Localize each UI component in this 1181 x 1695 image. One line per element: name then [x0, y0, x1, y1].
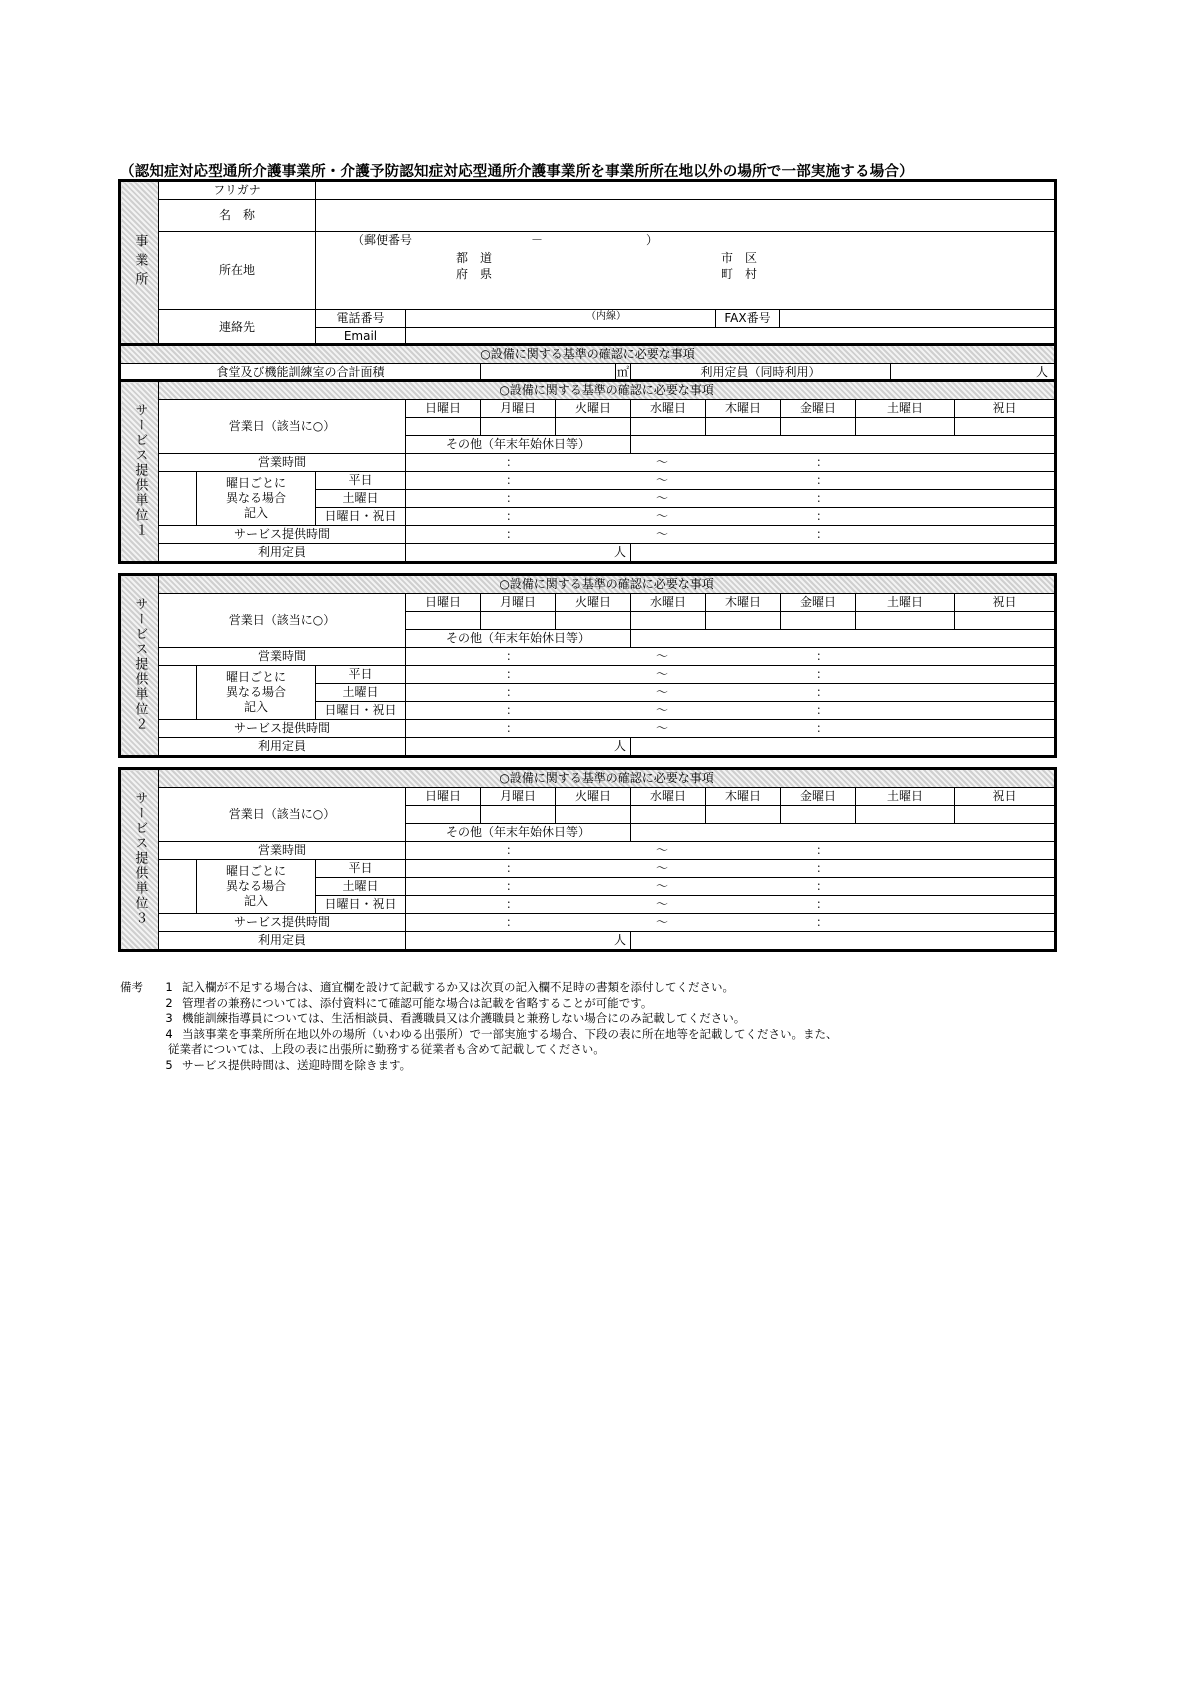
sunday-holiday-label: 日曜日・祝日: [316, 508, 406, 526]
day-wed-check[interactable]: [631, 612, 706, 630]
time-colon-right: ：: [816, 455, 829, 469]
day-tue-check[interactable]: [556, 612, 631, 630]
weekday-hours-field[interactable]: [406, 666, 1055, 684]
day-thu: 木曜日: [706, 788, 781, 806]
unit-header: ○設備に関する基準の確認に必要な事項: [159, 576, 1055, 594]
other-days-label: その他（年末年始休日等）: [406, 436, 631, 454]
facility-capacity-unit: 人: [891, 364, 1055, 382]
notes-label-spacer: [120, 996, 156, 1012]
address-label: 所在地: [159, 232, 316, 310]
day-holiday-check[interactable]: [955, 612, 1055, 630]
prefecture-label-2: 府 県: [456, 267, 493, 281]
postal-label: （郵便番号: [352, 233, 413, 247]
per-day-label-line: 異なる場合: [225, 491, 286, 505]
per-day-spacer: [159, 860, 197, 914]
unit-capacity-blank: [631, 544, 1055, 562]
sunday-holiday-label: 日曜日・祝日: [316, 896, 406, 914]
time-colon-left: ：: [506, 879, 519, 893]
time-colon-right: ：: [816, 667, 829, 681]
time-tilde: ～: [656, 527, 669, 541]
day-fri: 金曜日: [781, 788, 856, 806]
time-colon-right: ：: [816, 509, 829, 523]
unit-capacity-blank: [631, 738, 1055, 756]
business-hours-label: 営業時間: [159, 648, 406, 666]
furigana-label: フリガナ: [159, 182, 316, 200]
note-item: [120, 980, 1060, 996]
area-unit: ㎡: [616, 364, 631, 382]
fax-label: FAX番号: [716, 310, 780, 328]
area-label: 食堂及び機能訓練室の合計面積: [121, 364, 481, 382]
time-colon-right: ：: [816, 649, 829, 663]
day-fri-check[interactable]: [781, 806, 856, 824]
note-number: 3: [165, 1011, 173, 1026]
time-tilde: ～: [656, 879, 669, 893]
address-field[interactable]: [316, 232, 1055, 310]
weekday-label: 平日: [316, 666, 406, 684]
city-label-1: 市 区: [721, 251, 758, 265]
service-hours-label: サービス提供時間: [159, 914, 406, 932]
per-day-label: [197, 666, 316, 720]
office-section-label: 事業所: [121, 182, 159, 346]
time-tilde: ～: [656, 843, 669, 857]
time-colon-right: ：: [816, 491, 829, 505]
time-colon-right: ：: [816, 721, 829, 735]
note-text: 従業者については、上段の表に出張所に勤務する従業者も含めて記載してください。: [168, 1042, 605, 1057]
time-tilde: ～: [656, 455, 669, 469]
saturday-label: 土曜日: [316, 490, 406, 508]
saturday-hours-field[interactable]: [406, 878, 1055, 896]
service-hours-label: サービス提供時間: [159, 526, 406, 544]
day-mon: 月曜日: [481, 400, 556, 418]
time-colon-right: ：: [816, 879, 829, 893]
day-tue-check[interactable]: [556, 806, 631, 824]
note-item: [120, 1042, 1060, 1058]
notes-label-spacer: [120, 1042, 156, 1058]
day-sat: 土曜日: [856, 594, 955, 612]
unit-capacity-field[interactable]: 人: [406, 932, 631, 950]
time-tilde: ～: [656, 509, 669, 523]
time-colon-right: ：: [816, 527, 829, 541]
office-table: [120, 181, 1055, 346]
name-field[interactable]: [316, 200, 1055, 232]
time-colon-right: ：: [816, 473, 829, 487]
time-tilde: ～: [656, 703, 669, 717]
time-colon-left: ：: [506, 491, 519, 505]
business-days-label: 営業日（該当に○）: [159, 788, 406, 842]
facility-header: ○設備に関する基準の確認に必要な事項: [121, 346, 1055, 364]
facility-table: [120, 345, 1055, 382]
time-colon-left: ：: [506, 703, 519, 717]
day-holiday-check[interactable]: [955, 806, 1055, 824]
time-tilde: ～: [656, 649, 669, 663]
day-tue: 火曜日: [556, 400, 631, 418]
contact-label: 連絡先: [159, 310, 316, 346]
day-thu: 木曜日: [706, 400, 781, 418]
day-wed: 水曜日: [631, 788, 706, 806]
note-text: サービス提供時間は、送迎時間を除きます。: [182, 1057, 412, 1072]
facility-capacity-label: 利用定員（同時利用）: [631, 364, 891, 382]
day-sat-check[interactable]: [856, 806, 955, 824]
time-colon-right: ：: [816, 843, 829, 857]
day-thu-check[interactable]: [706, 806, 781, 824]
sunday-holiday-label: 日曜日・祝日: [316, 702, 406, 720]
day-sun: 日曜日: [406, 594, 481, 612]
postal-dash: －: [531, 233, 544, 247]
saturday-label: 土曜日: [316, 878, 406, 896]
time-tilde: ～: [656, 667, 669, 681]
per-day-label-line: 記入: [243, 506, 268, 520]
day-sat: 土曜日: [856, 400, 955, 418]
time-tilde: ～: [656, 915, 669, 929]
day-mon-check[interactable]: [481, 806, 556, 824]
service-hours-field[interactable]: [406, 914, 1055, 932]
business-hours-field[interactable]: [406, 454, 1055, 472]
note-item: [120, 1058, 1060, 1074]
day-thu-check[interactable]: [706, 418, 781, 436]
weekday-hours-field[interactable]: [406, 860, 1055, 878]
city-label-2: 町 村: [721, 267, 758, 281]
other-days-label: その他（年末年始休日等）: [406, 630, 631, 648]
fax-field[interactable]: [780, 310, 1055, 328]
day-sun: 日曜日: [406, 400, 481, 418]
per-day-spacer: [159, 472, 197, 526]
form-title: （認知症対応型通所介護事業所・介護予防認知症対応型通所介護事業所を事業所所在地以外の場所で一部実施する場合）: [120, 164, 914, 180]
note-number: 5: [165, 1057, 173, 1072]
day-wed-check[interactable]: [631, 418, 706, 436]
business-hours-label: 営業時間: [159, 454, 406, 472]
service-unit-table-1: [120, 381, 1055, 562]
sunday-holiday-hours-field[interactable]: [406, 896, 1055, 914]
service-hours-field[interactable]: [406, 720, 1055, 738]
time-tilde: ～: [656, 473, 669, 487]
day-wed: 水曜日: [631, 594, 706, 612]
time-colon-left: ：: [506, 843, 519, 857]
business-days-label: 営業日（該当に○）: [159, 400, 406, 454]
service-unit-table-3: [120, 769, 1055, 950]
day-sun-check[interactable]: [406, 418, 481, 436]
day-sun-check[interactable]: [406, 806, 481, 824]
notes-label-spacer: [120, 1058, 156, 1074]
day-sat-check[interactable]: [856, 418, 955, 436]
saturday-label: 土曜日: [316, 684, 406, 702]
day-fri-check[interactable]: [781, 612, 856, 630]
note-number: 2: [165, 995, 173, 1010]
day-fri-check[interactable]: [781, 418, 856, 436]
unit-capacity-label: 利用定員: [159, 932, 406, 950]
time-colon-left: ：: [506, 509, 519, 523]
day-fri: 金曜日: [781, 400, 856, 418]
extension-label: （内線）: [586, 311, 626, 322]
day-mon: 月曜日: [481, 594, 556, 612]
unit-capacity-label: 利用定員: [159, 738, 406, 756]
unit-label-cell: [121, 770, 159, 950]
business-hours-field[interactable]: [406, 648, 1055, 666]
other-days-label: その他（年末年始休日等）: [406, 824, 631, 842]
time-colon-left: ：: [506, 455, 519, 469]
day-holiday: 祝日: [955, 594, 1055, 612]
unit-header: ○設備に関する基準の確認に必要な事項: [159, 382, 1055, 400]
saturday-hours-field[interactable]: [406, 490, 1055, 508]
time-colon-left: ：: [506, 915, 519, 929]
time-colon-left: ：: [506, 473, 519, 487]
unit-label-cell: [121, 576, 159, 756]
sunday-holiday-hours-field[interactable]: [406, 702, 1055, 720]
per-day-label-line: 異なる場合: [225, 879, 286, 893]
day-sat: 土曜日: [856, 788, 955, 806]
unit-label: サービス提供単位３: [132, 790, 148, 926]
time-tilde: ～: [656, 897, 669, 911]
service-unit-table-2: [120, 575, 1055, 756]
business-hours-label: 営業時間: [159, 842, 406, 860]
other-days-field[interactable]: [631, 824, 1055, 842]
note-text: 当該事業を事業所所在地以外の場所（いわゆる出張所）で一部実施する場合、下段の表に所在地等を記載してください。また、: [182, 1026, 838, 1041]
unit-label: サービス提供単位１: [132, 402, 148, 538]
phone-field[interactable]: [406, 310, 716, 328]
time-tilde: ～: [656, 491, 669, 505]
note-item: [120, 996, 1060, 1012]
time-tilde: ～: [656, 685, 669, 699]
per-day-label-line: 曜日ごとに: [225, 864, 286, 878]
time-colon-left: ：: [506, 527, 519, 541]
business-days-label: 営業日（該当に○）: [159, 594, 406, 648]
unit-capacity-field[interactable]: 人: [406, 738, 631, 756]
day-holiday: 祝日: [955, 788, 1055, 806]
other-days-field[interactable]: [631, 630, 1055, 648]
name-label: 名 称: [159, 200, 316, 232]
service-hours-field[interactable]: [406, 526, 1055, 544]
time-colon-right: ：: [816, 915, 829, 929]
postal-close: ）: [646, 233, 659, 247]
note-item: [120, 1011, 1060, 1027]
per-day-label: [197, 860, 316, 914]
note-number: 1: [165, 980, 173, 994]
notes: [120, 980, 1060, 1074]
day-thu-check[interactable]: [706, 612, 781, 630]
note-text: 記入欄が不足する場合は、適宜欄を設けて記載するか又は次頁の記入欄不足時の書類を添付してください。: [182, 980, 734, 994]
note-text: 管理者の兼務については、添付資料にて確認可能な場合は記載を省略することが可能です。: [182, 995, 653, 1010]
email-field[interactable]: [406, 328, 1055, 346]
per-day-label-line: 曜日ごとに: [225, 476, 286, 490]
day-holiday: 祝日: [955, 400, 1055, 418]
saturday-hours-field[interactable]: [406, 684, 1055, 702]
phone-label: 電話番号: [316, 310, 406, 328]
per-day-spacer: [159, 666, 197, 720]
unit-label-cell: [121, 382, 159, 562]
email-label: Email: [316, 328, 406, 346]
unit-header: ○設備に関する基準の確認に必要な事項: [159, 770, 1055, 788]
unit-capacity-label: 利用定員: [159, 544, 406, 562]
notes-label: 備考: [120, 980, 143, 994]
weekday-label: 平日: [316, 472, 406, 490]
prefecture-label-1: 都 道: [456, 251, 493, 265]
time-colon-left: ：: [506, 667, 519, 681]
weekday-label: 平日: [316, 860, 406, 878]
time-colon-left: ：: [506, 685, 519, 699]
day-thu: 木曜日: [706, 594, 781, 612]
per-day-label-line: 記入: [243, 894, 268, 908]
day-sat-check[interactable]: [856, 612, 955, 630]
time-colon-left: ：: [506, 861, 519, 875]
day-fri: 金曜日: [781, 594, 856, 612]
day-mon-check[interactable]: [481, 612, 556, 630]
day-mon: 月曜日: [481, 788, 556, 806]
per-day-label: [197, 472, 316, 526]
area-field[interactable]: [481, 364, 616, 382]
per-day-label-line: 曜日ごとに: [225, 670, 286, 684]
time-colon-left: ：: [506, 721, 519, 735]
service-hours-label: サービス提供時間: [159, 720, 406, 738]
note-text: 機能訓練指導員については、生活相談員、看護職員又は介護職員と兼務しない場合にのみ記載してください。: [182, 1011, 746, 1026]
per-day-label-line: 異なる場合: [225, 685, 286, 699]
furigana-field[interactable]: [316, 182, 1055, 200]
day-sun-check[interactable]: [406, 612, 481, 630]
time-colon-right: ：: [816, 861, 829, 875]
day-wed-check[interactable]: [631, 806, 706, 824]
day-wed: 水曜日: [631, 400, 706, 418]
day-tue: 火曜日: [556, 594, 631, 612]
business-hours-field[interactable]: [406, 842, 1055, 860]
per-day-label-line: 記入: [243, 700, 268, 714]
time-colon-right: ：: [816, 897, 829, 911]
other-days-field[interactable]: [631, 436, 1055, 454]
notes-label-spacer: [120, 1027, 156, 1043]
day-mon-check[interactable]: [481, 418, 556, 436]
unit-label: サービス提供単位２: [132, 596, 148, 732]
day-holiday-check[interactable]: [955, 418, 1055, 436]
time-tilde: ～: [656, 861, 669, 875]
time-colon-right: ：: [816, 685, 829, 699]
note-number: 4: [165, 1026, 173, 1041]
note-item: [120, 1027, 1060, 1043]
time-colon-right: ：: [816, 703, 829, 717]
time-colon-left: ：: [506, 897, 519, 911]
day-tue: 火曜日: [556, 788, 631, 806]
notes-label-spacer: [120, 1011, 156, 1027]
weekday-hours-field[interactable]: [406, 472, 1055, 490]
day-sun: 日曜日: [406, 788, 481, 806]
day-tue-check[interactable]: [556, 418, 631, 436]
unit-capacity-blank: [631, 932, 1055, 950]
time-colon-left: ：: [506, 649, 519, 663]
unit-capacity-field[interactable]: 人: [406, 544, 631, 562]
time-tilde: ～: [656, 721, 669, 735]
sunday-holiday-hours-field[interactable]: [406, 508, 1055, 526]
